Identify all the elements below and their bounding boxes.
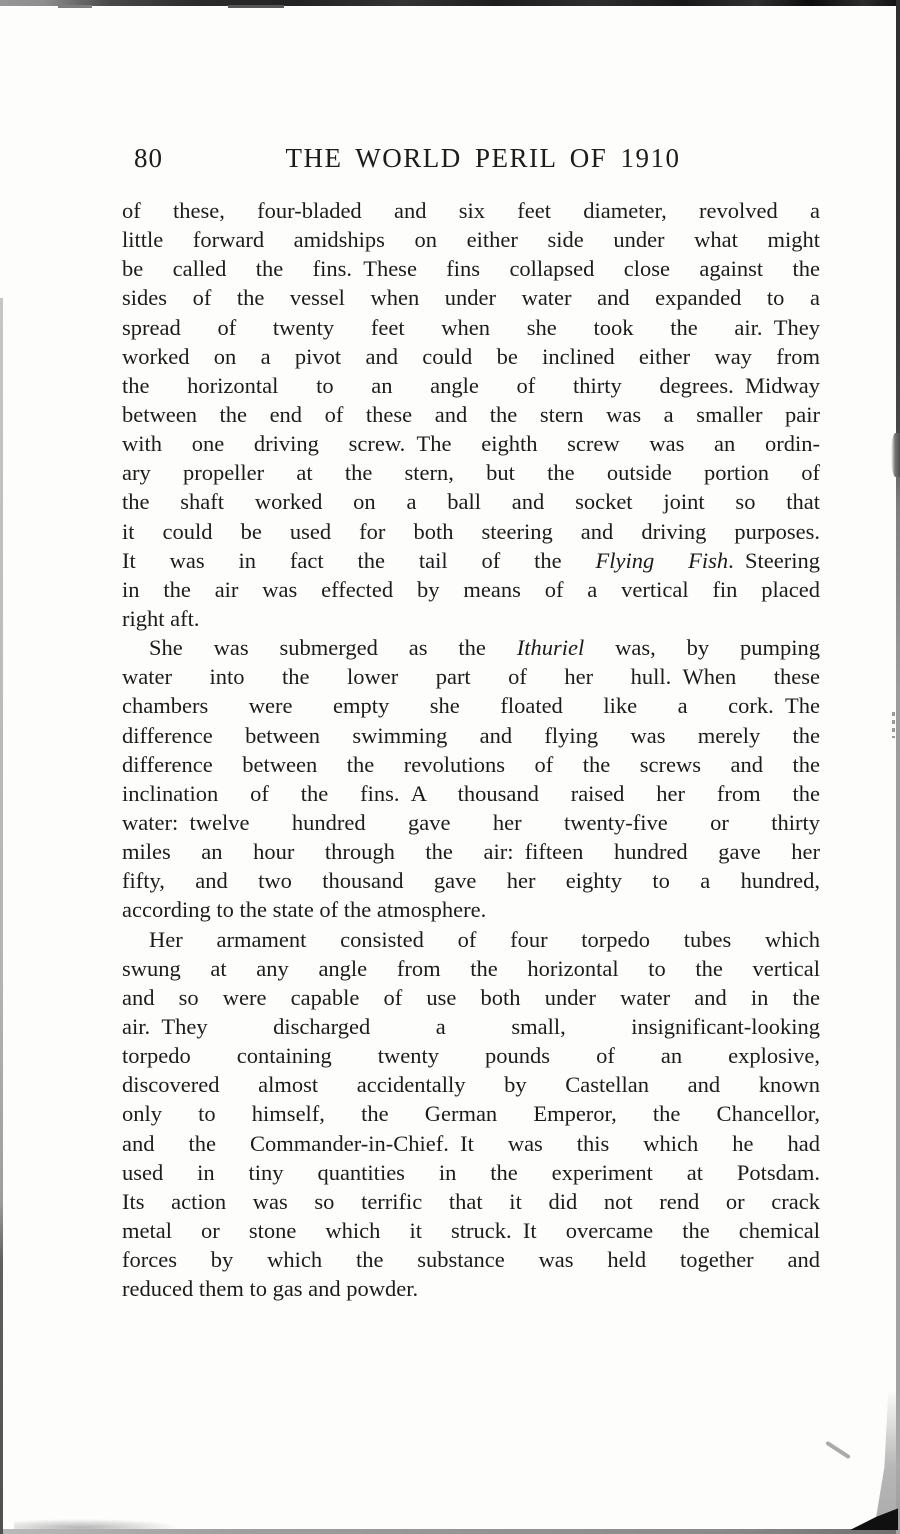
text-line: difference between the revolutions of the screws and the [122, 751, 820, 777]
scan-edge-bottom [0, 1529, 900, 1534]
text-line: the shaft worked on a ball and socket joint so that [122, 489, 820, 515]
text-line: discovered almost accidentally by Castellan and known [122, 1072, 820, 1098]
text-line: inclination of the fins. A thousand raised her from the [122, 780, 820, 806]
text-line: forces by which the substance was held together and [122, 1247, 820, 1273]
scan-edge-top-dash [58, 5, 92, 8]
scan-edge-top [0, 0, 900, 6]
text-line: chambers were empty she floated like a cork. The [122, 693, 820, 719]
scan-blotch-right [891, 433, 900, 477]
text-line: sides of the vessel when under water and expanded to a [122, 285, 820, 311]
text-line: it could be used for both steering and driving purposes. [122, 518, 820, 544]
text-line: air. They discharged a small, insignificant-looking [122, 1013, 820, 1039]
text-line: metal or stone which it struck. It overcame the chemical [122, 1217, 820, 1243]
scan-corner-shadow-bottom-right [874, 1390, 900, 1530]
text-line: of these, four-bladed and six feet diameter, revolved a [122, 198, 820, 223]
text-line: in the air was effected by means of a vertical fin placed [122, 576, 820, 602]
text-line: torpedo containing twenty pounds of an explosive, [122, 1043, 820, 1069]
scan-diagonal-streak [825, 1441, 851, 1460]
scan-edge-right-line [896, 0, 900, 1534]
text-line: Her armament consisted of four torpedo tubes which [149, 926, 820, 952]
text-line: Its action was so terrific that it did not rend or crack [122, 1188, 820, 1214]
text-line: right aft. [122, 605, 200, 631]
paragraph [122, 633, 820, 924]
text-line: ary propeller at the stern, but the outside portion of [122, 460, 820, 486]
text-line: between the end of these and the stern was a smaller pair [122, 401, 820, 427]
text-line: fifty, and two thousand gave her eighty to a hundred, [122, 868, 820, 894]
text-line: It was in fact the tail of the Flying Fish. Steering [122, 547, 820, 573]
text-line: worked on a pivot and could be inclined either way from [122, 343, 820, 369]
text-line: swung at any angle from the horizontal to the vertical [122, 955, 820, 981]
text-line: water into the lower part of her hull. When these [122, 664, 820, 690]
page-number: 80 [134, 143, 163, 173]
page-header [122, 143, 820, 175]
text-line: and so were capable of use both under water and in the [122, 984, 820, 1010]
scan-tick-right [892, 712, 895, 738]
paragraph [122, 196, 820, 633]
scan-edge-top-dash [228, 5, 284, 8]
text-line: only to himself, the German Emperor, the Chancellor, [122, 1101, 820, 1127]
scan-edge-left-line [0, 298, 3, 1534]
text-line: be called the fins. These fins collapsed close against the [122, 256, 820, 282]
text-line: the horizontal to an angle of thirty degrees. Midway [122, 372, 820, 398]
page-title: THE WORLD PERIL OF 1910 [285, 143, 681, 173]
text-line: miles an hour through the air: fifteen hundred gave her [122, 839, 820, 865]
text-line: She was submerged as the Ithuriel was, by pumping [149, 635, 820, 661]
text-line: and the Commander-in-Chief. It was this which he had [122, 1130, 820, 1156]
text-line: according to the state of the atmosphere. [122, 897, 487, 923]
text-line: difference between swimming and flying was merely the [122, 722, 820, 748]
text-line: spread of twenty feet when she took the air. They [122, 314, 820, 340]
text-line: reduced them to gas and powder. [122, 1276, 419, 1302]
body-text [122, 196, 820, 1303]
text-line: water: twelve hundred gave her twenty-five or thirty [122, 809, 820, 835]
paragraph [122, 925, 820, 1304]
text-line: with one driving screw. The eighth screw was an ordin- [122, 431, 820, 457]
text-line: used in tiny quantities in the experiment at Potsdam. [122, 1159, 820, 1185]
scan-smudge-bottom-left [14, 1519, 179, 1529]
text-line: little forward amidships on either side under what might [122, 227, 820, 253]
